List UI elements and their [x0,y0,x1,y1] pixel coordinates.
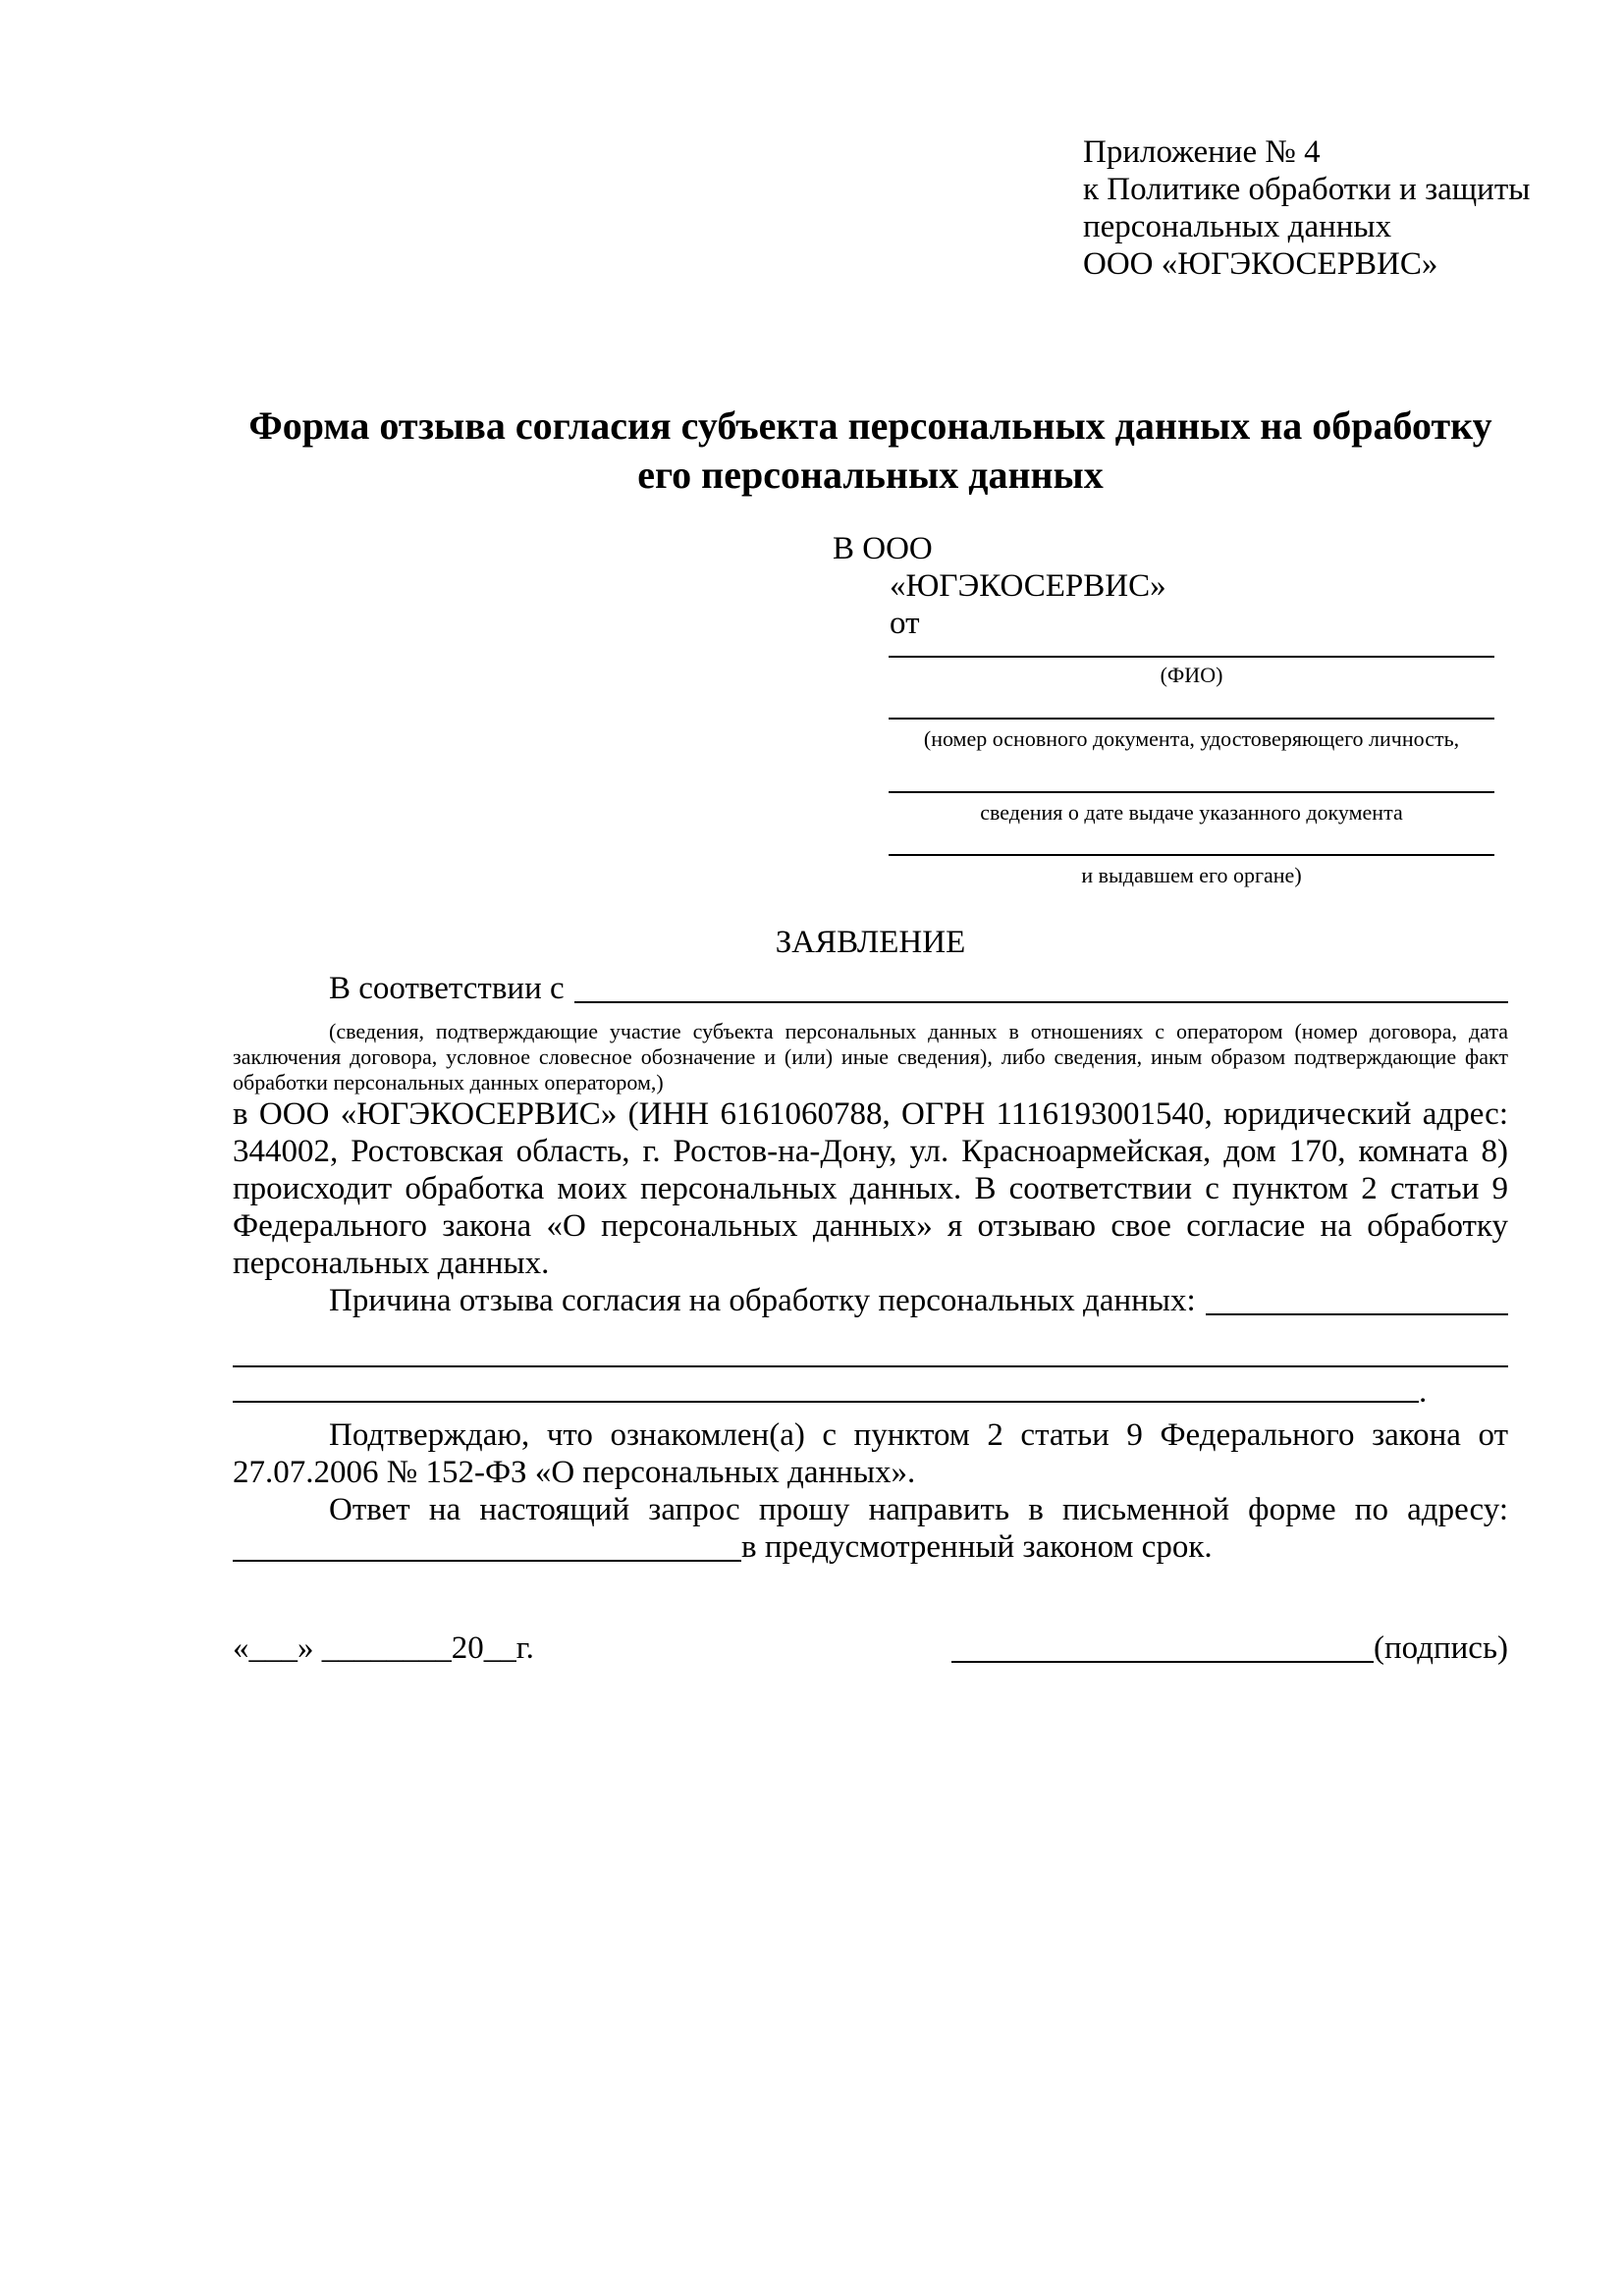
reason-blank-line-3 [233,1367,1508,1410]
appendix-line-4: ООО «ЮГЭКОСЕРВИС» [1083,246,1438,282]
form-title-line-2: его персональных данных [637,453,1104,497]
operator-paragraph: в ООО «ЮГЭКОСЕРВИС» (ИНН 6161060788, ОГРН 1116193001540, юридический адрес: 344002, Ростовская область, г. Ростов-на-Дону, ул. Красноармейская, дом 170, комната 8) происходит обработка моих персональных данных. В соответствии с пунктом 2 статьи 9 Федерального закона «О персональных данных» я отзываю свое согласие на обработку персональных данных. [233,1096,1508,1281]
addressee-block [833,530,1166,642]
appendix-block [1083,133,1530,283]
reply-address-line [233,1528,1508,1566]
addressee-company-name: «ЮГЭКОСЕРВИС» [890,568,1166,604]
doc-issuer-blank-field[interactable] [889,854,1494,856]
doc-number-caption: (номер основного документа, удостоверяющего личность, [923,726,1460,751]
confirmation-paragraph: Подтверждаю, что ознакомлен(а) с пунктом 2 статьи 9 Федерального закона от 27.07.2006 № 152-ФЗ «О персональных данных». [233,1417,1508,1490]
doc-issuer-caption: и выдавшем его органе) [1081,863,1302,887]
reason-terminator: . [1419,1374,1428,1410]
reason-blank-line-2[interactable] [233,1319,1508,1367]
appendix-line-1: Приложение № 4 [1083,134,1321,170]
addressee-company-type: В ООО [833,531,933,566]
explanatory-note: (сведения, подтверждающие участие субъекта персональных данных в отношениях с оператором (номер договора, дата заключения договора, условное словесное обозначение и (или) иные сведения), либо сведения, иным образом подтверждающие факт обработки персональных данных оператором,) [233,1019,1508,1095]
doc-number-blank-field[interactable] [889,718,1494,720]
doc-issue-date-blank-field[interactable] [889,791,1494,793]
appendix-line-3: персональных данных [1083,209,1392,244]
signature-group [951,1629,1508,1667]
appendix-line-2: к Политике обработки и защиты [1083,172,1531,207]
footer-row [233,1629,1508,1667]
reason-blank-field-3[interactable] [233,1367,1419,1403]
form-title [233,401,1508,500]
reply-tail: в предусмотренный законом срок. [741,1529,1213,1565]
signature-blank-field[interactable] [951,1629,1374,1663]
reason-lead: Причина отзыва согласия на обработку персональных данных: [329,1283,1196,1318]
intro-lead: В соответствии с [329,971,565,1006]
addressee-from-label: от [890,606,920,641]
statement-heading: ЗАЯВЛЕНИЕ [775,925,966,960]
fio-blank-field[interactable] [889,656,1494,658]
intro-blank-field[interactable] [574,970,1508,1003]
signature-caption: (подпись) [1374,1630,1508,1666]
intro-line [233,970,1508,1007]
fio-caption: (ФИО) [1160,663,1223,687]
statement-body [233,970,1508,1566]
doc-issue-date-caption: сведения о дате выдаче указанного документа [980,800,1403,825]
reason-blank-field-1[interactable] [1206,1282,1508,1315]
reply-address-blank-field[interactable] [233,1528,741,1562]
reply-request-line: Ответ на настоящий запрос прошу направить в письменной форме по адресу: [329,1492,1508,1527]
reason-line [233,1282,1508,1319]
form-title-line-1: Форма отзыва согласия субъекта персональных данных на обработку [248,403,1492,448]
date-field[interactable]: «___» ________20__г. [233,1630,534,1666]
